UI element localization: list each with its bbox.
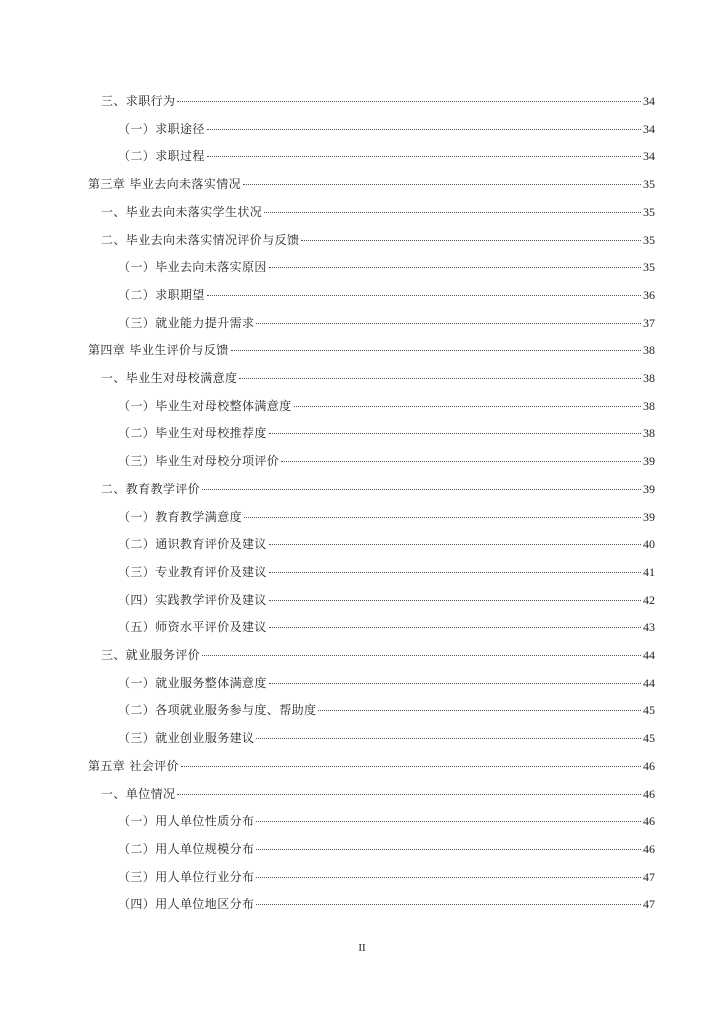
toc-subsection-entry[interactable] bbox=[118, 423, 655, 443]
dot-leader bbox=[269, 600, 641, 601]
dot-leader bbox=[202, 489, 641, 490]
toc-page-number: 41 bbox=[643, 564, 655, 579]
toc-section-entry[interactable] bbox=[101, 91, 655, 111]
page-number-footer: II bbox=[358, 942, 366, 954]
toc-subsection-entry[interactable] bbox=[118, 590, 655, 610]
toc-chapter-entry[interactable] bbox=[88, 340, 655, 360]
toc-page-number: 45 bbox=[643, 731, 655, 746]
toc-page-number: 37 bbox=[643, 315, 655, 330]
toc-page-number: 38 bbox=[643, 398, 655, 413]
toc-entry-title: （二）求职期望 bbox=[118, 287, 205, 302]
toc-subsection-entry[interactable] bbox=[118, 534, 655, 554]
toc-page-number: 46 bbox=[643, 758, 655, 773]
toc-page-number: 35 bbox=[643, 232, 655, 247]
toc-subsection-entry[interactable] bbox=[118, 894, 655, 914]
dot-leader bbox=[269, 267, 641, 268]
toc-entry-title: （五）师资水平评价及建议 bbox=[118, 620, 267, 635]
toc-entry-title: （一）毕业去向未落实原因 bbox=[118, 260, 267, 275]
dot-leader bbox=[177, 794, 641, 795]
toc-chapter-entry[interactable] bbox=[88, 174, 655, 194]
toc-page-number: 46 bbox=[643, 786, 655, 801]
toc-page-number: 35 bbox=[643, 177, 655, 192]
toc-page-number: 35 bbox=[643, 260, 655, 275]
toc-subsection-entry[interactable] bbox=[118, 673, 655, 693]
toc-entry-title: 二、教育教学评价 bbox=[101, 481, 201, 496]
toc-page-number: 43 bbox=[643, 620, 655, 635]
dot-leader bbox=[256, 323, 641, 324]
toc-subsection-entry[interactable] bbox=[118, 839, 655, 859]
dot-leader bbox=[281, 461, 641, 462]
toc-page-number: 38 bbox=[643, 343, 655, 358]
toc-entry-title: 三、求职行为 bbox=[101, 94, 176, 108]
toc-entry-title: 一、单位情况 bbox=[101, 786, 176, 801]
toc-page-number: 34 bbox=[643, 121, 655, 136]
toc-entry-title: 三、就业服务评价 bbox=[101, 648, 201, 662]
toc-page-number: 39 bbox=[643, 481, 655, 496]
toc-entry-title: （四）用人单位地区分布 bbox=[118, 897, 255, 912]
toc-page-number: 47 bbox=[643, 869, 655, 884]
toc-section-entry[interactable] bbox=[101, 479, 655, 499]
dot-leader bbox=[269, 683, 641, 684]
toc-entry-title: （二）求职过程 bbox=[118, 149, 205, 164]
toc-subsection-entry[interactable] bbox=[118, 507, 655, 527]
toc-subsection-entry[interactable] bbox=[118, 562, 655, 582]
toc-section-entry[interactable] bbox=[101, 645, 655, 665]
toc-subsection-entry[interactable] bbox=[118, 451, 655, 471]
toc-entry-title: （四）实践教学评价及建议 bbox=[118, 592, 267, 607]
dot-leader bbox=[207, 295, 641, 296]
toc-page-number: 38 bbox=[643, 371, 655, 385]
toc-page-number: 35 bbox=[643, 204, 655, 219]
dot-leader bbox=[202, 655, 641, 656]
dot-leader bbox=[256, 904, 641, 905]
toc-entry-title: （一）毕业生对母校整体满意度 bbox=[118, 398, 292, 413]
toc-subsection-entry[interactable] bbox=[118, 313, 655, 333]
toc-chapter-entry[interactable] bbox=[88, 756, 655, 776]
toc-page-number: 34 bbox=[643, 94, 655, 108]
toc-page-number: 39 bbox=[643, 454, 655, 469]
toc-entry-title: 第五章 社会评价 bbox=[88, 758, 180, 773]
toc-page-number: 36 bbox=[643, 287, 655, 302]
toc-page-number: 44 bbox=[643, 648, 655, 662]
toc-page-number: 42 bbox=[643, 592, 655, 607]
toc-entry-title: （三）用人单位行业分布 bbox=[118, 869, 255, 884]
toc-page-number: 46 bbox=[643, 841, 655, 856]
dot-leader bbox=[243, 184, 641, 185]
toc-subsection-entry[interactable] bbox=[118, 811, 655, 831]
toc-entry-title: （二）毕业生对母校推荐度 bbox=[118, 426, 267, 441]
dot-leader bbox=[207, 129, 641, 130]
toc-entry-title: （三）就业创业服务建议 bbox=[118, 731, 255, 746]
toc-entry-title: （三）专业教育评价及建议 bbox=[118, 564, 267, 579]
toc-page-number: 46 bbox=[643, 814, 655, 829]
toc-entry-title: （二）通识教育评价及建议 bbox=[118, 537, 267, 552]
toc-entry-title: （一）求职途径 bbox=[118, 121, 205, 136]
toc-subsection-entry[interactable] bbox=[118, 285, 655, 305]
toc-entry-title: （三）就业能力提升需求 bbox=[118, 315, 255, 330]
toc-subsection-entry[interactable] bbox=[118, 617, 655, 637]
toc-subsection-entry[interactable] bbox=[118, 396, 655, 416]
toc-entry-title: （一）用人单位性质分布 bbox=[118, 814, 255, 829]
toc-entry-title: （二）各项就业服务参与度、帮助度 bbox=[118, 703, 317, 718]
toc-subsection-entry[interactable] bbox=[118, 257, 655, 277]
toc-subsection-entry[interactable] bbox=[118, 867, 655, 887]
dot-leader bbox=[256, 877, 641, 878]
dot-leader bbox=[269, 627, 641, 628]
toc-page-number: 40 bbox=[643, 537, 655, 552]
toc-section-entry[interactable] bbox=[101, 784, 655, 804]
dot-leader bbox=[264, 212, 641, 213]
dot-leader bbox=[181, 766, 641, 767]
toc-subsection-entry[interactable] bbox=[118, 728, 655, 748]
toc-section-entry[interactable] bbox=[101, 202, 655, 222]
toc-entry-title: （二）用人单位规模分布 bbox=[118, 841, 255, 856]
dot-leader bbox=[244, 517, 641, 518]
dot-leader bbox=[207, 156, 641, 157]
dot-leader bbox=[256, 849, 641, 850]
dot-leader bbox=[256, 738, 641, 739]
toc-subsection-entry[interactable] bbox=[118, 119, 655, 139]
toc-page-number: 44 bbox=[643, 675, 655, 690]
toc-entry-title: （一）教育教学满意度 bbox=[118, 509, 243, 524]
toc-page-number: 38 bbox=[643, 426, 655, 441]
toc-entry-title: 第三章 毕业去向未落实情况 bbox=[88, 177, 242, 192]
toc-page-number: 47 bbox=[643, 897, 655, 912]
toc-page-number: 39 bbox=[643, 509, 655, 524]
toc-subsection-entry[interactable] bbox=[118, 700, 655, 720]
toc-entry-title: （三）毕业生对母校分项评价 bbox=[118, 454, 280, 469]
toc-entry-title: 一、毕业生对母校满意度 bbox=[101, 371, 238, 385]
toc-section-entry[interactable] bbox=[101, 368, 655, 388]
toc-entry-title: 二、毕业去向未落实情况评价与反馈 bbox=[101, 232, 300, 247]
dot-leader bbox=[231, 350, 641, 351]
toc-entry-title: 第四章 毕业生评价与反馈 bbox=[88, 343, 229, 358]
dot-leader bbox=[256, 821, 641, 822]
toc-section-entry[interactable] bbox=[101, 230, 655, 250]
dot-leader bbox=[269, 572, 641, 573]
dot-leader bbox=[269, 544, 641, 545]
toc-page-number: 34 bbox=[643, 149, 655, 164]
toc-subsection-entry[interactable] bbox=[118, 146, 655, 166]
toc-entry-title: （一）就业服务整体满意度 bbox=[118, 675, 267, 690]
dot-leader bbox=[239, 378, 641, 379]
dot-leader bbox=[294, 406, 641, 407]
toc-entry-title: 一、毕业去向未落实学生状况 bbox=[101, 204, 263, 219]
dot-leader bbox=[269, 433, 641, 434]
dot-leader bbox=[177, 101, 641, 102]
dot-leader bbox=[301, 240, 641, 241]
toc-page-number: 45 bbox=[643, 703, 655, 718]
dot-leader bbox=[318, 710, 641, 711]
